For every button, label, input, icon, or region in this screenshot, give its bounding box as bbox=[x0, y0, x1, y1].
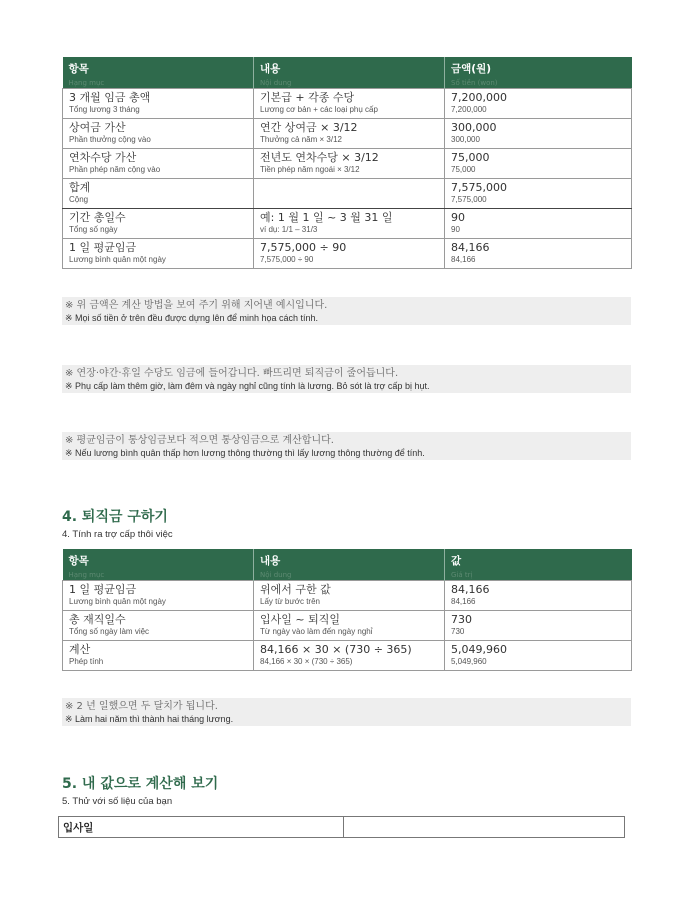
header-content: 내용 Nội dung bbox=[254, 549, 445, 581]
table-row bbox=[63, 239, 632, 269]
note-ko: ※ 2 년 일했으면 두 달치가 됩니다. bbox=[65, 701, 218, 712]
table-row bbox=[63, 641, 632, 671]
note-two-years bbox=[62, 698, 631, 726]
note-vi: ※ Làm hai năm thì thành hai tháng lương. bbox=[65, 714, 234, 724]
cell-content: 연간 상여금 × 3/12 Thưởng cả năm × 3/12 bbox=[254, 119, 445, 149]
cell-content: 예: 1 월 1 일 ~ 3 월 31 일 ví dụ: 1/1 – 31/3 bbox=[254, 209, 445, 239]
section-5-subtitle: 5. Thử với số liệu của bạn bbox=[62, 796, 173, 807]
table-row bbox=[63, 581, 632, 611]
header-item: 항목 Hạng mục bbox=[63, 549, 254, 581]
cell-content: 기본급 + 각종 수당 Lương cơ bản + các loại phụ cấp bbox=[254, 89, 445, 119]
table-row-total bbox=[63, 179, 632, 209]
hire-date-label: 입사일 bbox=[59, 817, 344, 838]
severance-table bbox=[62, 549, 632, 671]
section-4-subtitle: 4. Tính ra trợ cấp thôi việc bbox=[62, 529, 173, 540]
cell-item: 1 일 평균임금 Lương bình quân một ngày bbox=[63, 581, 254, 611]
input-row bbox=[59, 817, 625, 838]
note-ko: ※ 연장·야간·휴일 수당도 임금에 들어갑니다. 빠뜨리면 퇴직금이 줄어듭니다. bbox=[65, 368, 399, 379]
cell-item: 기간 총일수 Tổng số ngày bbox=[63, 209, 254, 239]
cell-content: 7,575,000 ÷ 90 7,575,000 ÷ 90 bbox=[254, 239, 445, 269]
header-value: 값 Giá trị bbox=[445, 549, 632, 581]
note-ordinary-wage bbox=[62, 432, 631, 460]
cell-content: 입사일 ~ 퇴직일 Từ ngày vào làm đến ngày nghỉ bbox=[254, 611, 445, 641]
header-content: 내용 Nội dung bbox=[254, 57, 445, 89]
table-row bbox=[63, 119, 632, 149]
table-row bbox=[63, 149, 632, 179]
table-header-row bbox=[63, 57, 632, 89]
cell-content: 위에서 구한 값 Lấy từ bước trên bbox=[254, 581, 445, 611]
average-wage-table bbox=[62, 57, 632, 269]
note-allowances bbox=[62, 365, 631, 393]
cell-item: 합계 Cộng bbox=[63, 179, 254, 209]
cell-item: 계산 Phép tính bbox=[63, 641, 254, 671]
note-vi: ※ Phụ cấp làm thêm giờ, làm đêm và ngày nghỉ cũng tính là lương. Bỏ sót là trợ cấp bị hụt. bbox=[65, 381, 430, 391]
cell-item: 총 재직일수 Tổng số ngày làm việc bbox=[63, 611, 254, 641]
note-vi: ※ Mọi số tiền ở trên đều được dựng lên để minh họa cách tính. bbox=[65, 313, 319, 323]
cell-content: 84,166 × 30 × (730 ÷ 365) 84,166 × 30 × (730 ÷ 365) bbox=[254, 641, 445, 671]
cell-amount: 7,575,000 7,575,000 bbox=[445, 179, 632, 209]
note-ko: ※ 위 금액은 계산 방법을 보여 주기 위해 지어낸 예시입니다. bbox=[65, 300, 328, 311]
cell-amount: 300,000 300,000 bbox=[445, 119, 632, 149]
cell-amount: 7,200,000 7,200,000 bbox=[445, 89, 632, 119]
header-amount: 금액(원) Số tiền (won) bbox=[445, 57, 632, 89]
header-item: 항목 Hạng mục bbox=[63, 57, 254, 89]
table-header-row bbox=[63, 549, 632, 581]
note-ko: ※ 평균임금이 통상임금보다 적으면 통상임금으로 계산합니다. bbox=[65, 435, 334, 446]
cell-amount: 84,166 84,166 bbox=[445, 239, 632, 269]
cell-item: 3 개월 임금 총액 Tổng lương 3 tháng bbox=[63, 89, 254, 119]
table-row bbox=[63, 209, 632, 239]
cell-value: 730 730 bbox=[445, 611, 632, 641]
cell-item: 연차수당 가산 Phần phép năm cộng vào bbox=[63, 149, 254, 179]
cell-value: 5,049,960 5,049,960 bbox=[445, 641, 632, 671]
cell-content bbox=[254, 179, 445, 209]
hire-date-input[interactable] bbox=[344, 817, 625, 838]
cell-content: 전년도 연차수당 × 3/12 Tiền phép năm ngoái × 3/12 bbox=[254, 149, 445, 179]
cell-amount: 75,000 75,000 bbox=[445, 149, 632, 179]
cell-item: 1 일 평균임금 Lương bình quân một ngày bbox=[63, 239, 254, 269]
calculator-input-table bbox=[58, 816, 625, 838]
table-row bbox=[63, 89, 632, 119]
cell-value: 84,166 84,166 bbox=[445, 581, 632, 611]
table-row bbox=[63, 611, 632, 641]
cell-amount: 90 90 bbox=[445, 209, 632, 239]
note-vi: ※ Nếu lương bình quân thấp hơn lương thông thường thì lấy lương thông thường để tính. bbox=[65, 448, 425, 458]
note-example bbox=[62, 297, 631, 325]
section-4-title: 4. 퇴직금 구하기 bbox=[62, 509, 168, 525]
section-5-title: 5. 내 값으로 계산해 보기 bbox=[62, 776, 219, 792]
cell-item: 상여금 가산 Phần thưởng cộng vào bbox=[63, 119, 254, 149]
